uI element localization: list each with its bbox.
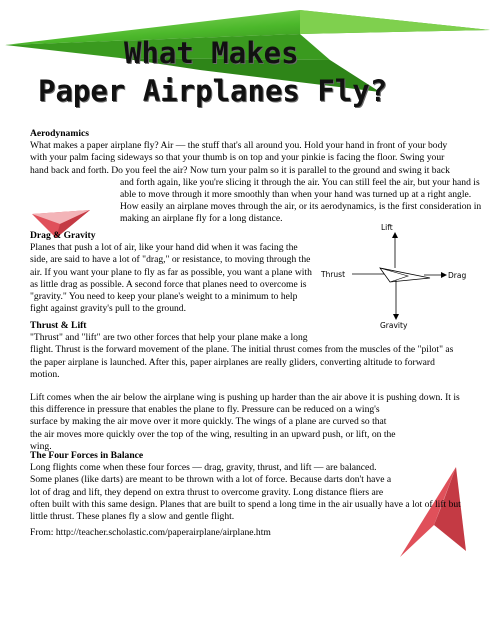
source-citation: From: http://teacher.scholastic.com/paperairplane/airplane.htm [30, 527, 271, 538]
paragraph-line: "gravity." You need to keep your plane's weight to a minimum to help [30, 291, 298, 303]
paragraph-line: wing. [30, 440, 52, 452]
paragraph-line: "Thrust" and "lift" are two other forces that help your plane make a long [30, 332, 308, 344]
title-line-2: Paper Airplanes Fly? [38, 74, 388, 108]
paragraph-line: often built with this same design. Planes that are built to spend a long time in the air usually have a lot of lift but [30, 498, 461, 510]
section-four-forces [30, 450, 485, 523]
paragraph-line: able to move through it more smoothly than when your hand was turned up at a right angle. [120, 189, 472, 201]
section-heading: The Four Forces in Balance [30, 450, 144, 461]
paragraph-line: Long flights come when these four forces — drag, gravity, thrust, and lift — are balanced. [30, 462, 377, 474]
paragraph-line: fight against gravity's pull to the ground. [30, 303, 187, 315]
paragraph-line: lot of drag and lift, they depend on extra thrust to overcome gravity. Long distance fliers are [30, 486, 384, 498]
paragraph-line: the air moves more quickly over the top of the wing, resulting in an upward push, or lift, on the [30, 428, 396, 440]
paragraph-line: Lift comes when the air below the airplane wing is pushing up harder than the air above it is pushing down. It is [30, 392, 460, 404]
paragraph-line: hand back and forth. Do you feel the air? Now turn your palm so it is parallel to the ground and swing it back [30, 164, 450, 176]
section-thrust-lift [30, 320, 485, 453]
paragraph-line: as little drag as possible. A second force that planes need to overcome is [30, 278, 307, 290]
section-heading: Aerodynamics [30, 128, 89, 139]
paragraph-line: little thrust. These planes fly a slow and gentle flight. [30, 511, 235, 523]
thrust-label: Thrust [321, 270, 346, 279]
section-drag-gravity [30, 230, 485, 315]
paragraph-line: air. If you want your plane to fly as far as possible, you want a plane with [30, 266, 312, 278]
drag-label: Drag [448, 271, 467, 280]
section-aerodynamics [30, 128, 485, 226]
paragraph-line: side, are said to have a lot of "drag," or resistance, to moving through the [30, 254, 311, 266]
paragraph-line: making an airplane fly for a long distance. [120, 213, 283, 225]
paragraph-line: and forth again, like you're slicing it through the air. You can still feel the air, but your hand is [120, 176, 480, 188]
paragraph-line: this difference in pressure that enables the plane to fly. Pressure can be reduced on a wing's [30, 404, 380, 416]
paragraph-line: Some planes (like darts) are meant to be thrown with a lot of force. Because darts don't have a [30, 474, 392, 486]
paragraph-line: motion. [30, 368, 60, 380]
section-heading: Drag & Gravity [30, 230, 96, 241]
paragraph-line: the paper airplane is launched. After this, paper airplanes are really gliders, converting altitude to forward [30, 356, 435, 368]
lift-label: Lift [381, 223, 393, 232]
paragraph-line: with your palm facing sideways so that your thumb is on top and your pinkie is facing the floor. Swing your [30, 152, 445, 164]
paragraph-line: How easily an airplane moves through the air, or its aerodynamics, is the first consideration in [120, 201, 482, 213]
section-heading: Thrust & Lift [30, 320, 87, 331]
paragraph-line: What makes a paper airplane fly? Air — the stuff that's all around you. Hold your hand in front of your body [30, 140, 448, 152]
paragraph-line: Planes that push a lot of air, like your hand did when it was facing the [30, 242, 298, 254]
title-line-1: What Makes [124, 36, 299, 70]
gravity-label: Gravity [380, 321, 408, 330]
paragraph-line: flight. Thrust is the forward movement of the plane. The initial thrust comes from the muscles of the "pilot" as [30, 344, 454, 356]
paragraph-line: surface by making the air move over it more quickly. The wings of a plane are curved so that [30, 416, 387, 428]
